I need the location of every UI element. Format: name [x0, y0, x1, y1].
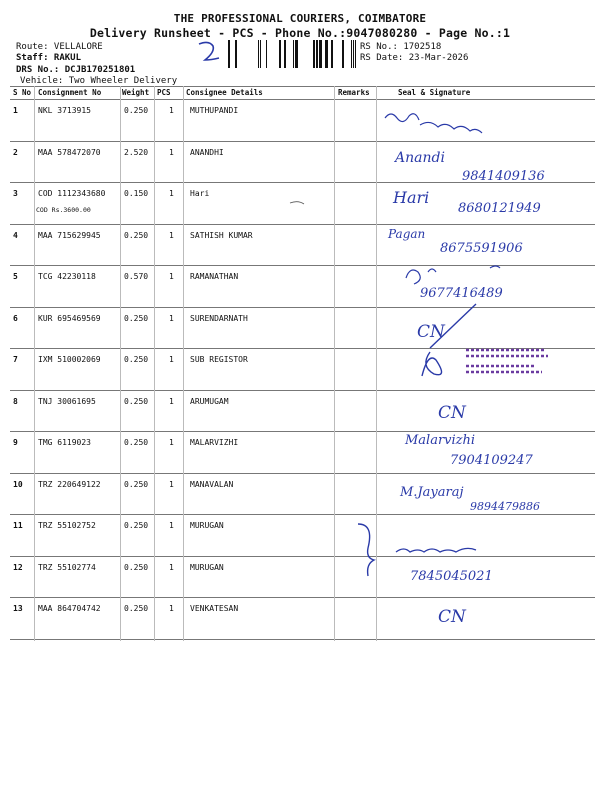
row-pcs: 1: [169, 272, 174, 281]
row-consignment: MAA 715629945: [38, 230, 101, 240]
signature-scribble-5: [406, 266, 500, 284]
row-weight: 0.250: [124, 562, 149, 572]
signature-phone-12: 7845045021: [410, 569, 493, 584]
barcode-bar: [279, 40, 281, 68]
row-consignee: VENKATESAN: [190, 604, 239, 613]
row-pcs: 1: [169, 230, 174, 240]
row-consignee: SATHISH KUMAR: [190, 230, 253, 240]
row-consignee: MALARVIZHI: [190, 438, 239, 447]
handwritten-mark: [195, 38, 225, 66]
column-divider: [376, 86, 377, 641]
row-weight: 0.250: [124, 604, 149, 613]
row-consignment: TNJ 30061695: [38, 396, 96, 406]
row-pcs: 1: [169, 562, 174, 572]
row-consignment: TRZ 55102774: [38, 562, 96, 572]
row-divider: [10, 141, 595, 142]
row-divider: [10, 431, 595, 432]
row-consignee: SURENDARNATH: [190, 313, 248, 323]
row-sno: 10: [13, 479, 23, 489]
row-consignee: MANAVALAN: [190, 479, 234, 489]
signature-mark-6: CN: [417, 322, 445, 342]
row-consignment: TCG 42230118: [38, 272, 96, 281]
stamp-mark-7: [466, 350, 548, 372]
signature-name-2: Anandi: [395, 150, 445, 166]
col-consignee: Consignee Details: [186, 88, 263, 97]
row-divider: [10, 514, 595, 515]
row-consignee: Hari: [190, 189, 210, 198]
row-sno: 13: [13, 604, 23, 613]
signature-scribble-1: [385, 114, 482, 133]
drs-label: DRS No.: DCJB170251801: [16, 65, 136, 75]
bracket-mark: [358, 524, 374, 576]
barcode-bar: [228, 40, 230, 68]
signature-mark-13: CN: [438, 607, 466, 627]
row-consignment: MAA 578472070: [38, 147, 101, 157]
vehicle-label: Vehicle: Two Wheeler Delivery: [20, 76, 178, 86]
row-divider: [10, 639, 595, 640]
signature-line-6: [430, 304, 476, 348]
barcode-bar: [319, 40, 322, 68]
barcode-bar: [331, 40, 333, 68]
row-pcs: 1: [169, 147, 174, 157]
row-sno: 1: [13, 106, 18, 115]
signature-phone-10: 9894479886: [470, 500, 540, 513]
row-consignment: TRZ 55102752: [38, 521, 96, 530]
row-consignee: MURUGAN: [190, 521, 224, 530]
row-consignee: MUTHUPANDI: [190, 106, 239, 115]
barcode-bar: [293, 40, 294, 68]
barcode-bar: [266, 40, 267, 68]
barcode-bar: [295, 40, 298, 68]
row-consignee: SUB REGISTOR: [190, 355, 248, 364]
row-consignment: TMG 6119023: [38, 438, 91, 447]
row-pcs: 1: [169, 521, 174, 530]
column-divider: [34, 86, 35, 641]
row-pcs: 1: [169, 189, 174, 198]
signature-phone-4: 8675591906: [440, 241, 523, 256]
row-consignee: ANANDHI: [190, 147, 224, 157]
row-pcs: 1: [169, 396, 174, 406]
row-weight: 0.250: [124, 106, 149, 115]
row-pcs: 1: [169, 438, 174, 447]
row-sno: 2: [13, 147, 18, 157]
row-consignment: KUR 695469569: [38, 313, 101, 323]
rs-date: RS Date: 23-Mar-2026: [360, 53, 469, 63]
rs-number: RS No.: 1702518: [360, 42, 442, 52]
row-sno: 11: [13, 521, 23, 530]
table-header-border: [10, 99, 595, 100]
barcode-bar: [325, 40, 328, 68]
signature-mark-8: CN: [438, 403, 466, 423]
signature-scribble-7: [422, 352, 442, 376]
row-sno: 9: [13, 438, 18, 447]
row-consignee: RAMANATHAN: [190, 272, 239, 281]
row-pcs: 1: [169, 479, 174, 489]
pen-stroke: [290, 202, 304, 204]
table-top-border: [10, 86, 595, 87]
row-pcs: 1: [169, 313, 174, 323]
row-pcs: 1: [169, 106, 174, 115]
row-divider: [10, 224, 595, 225]
row-consignment: COD 1112343680: [38, 189, 106, 198]
barcode-bar: [353, 40, 354, 68]
barcode-bar: [316, 40, 318, 68]
row-sno: 4: [13, 230, 18, 240]
barcode-bar: [313, 40, 315, 68]
row-weight: 2.520: [124, 147, 149, 157]
column-divider: [120, 86, 121, 641]
row-divider: [10, 265, 595, 266]
row-weight: 0.250: [124, 521, 149, 530]
signature-scribble-11: [396, 548, 476, 552]
row-divider: [10, 182, 595, 183]
row-sno: 6: [13, 313, 18, 323]
barcode: [228, 40, 358, 68]
row-pcs: 1: [169, 355, 174, 364]
row-divider: [10, 597, 595, 598]
column-divider: [334, 86, 335, 641]
barcode-bar: [342, 40, 344, 68]
signature-name-3: Hari: [393, 188, 430, 207]
signature-phone-9: 7904109247: [450, 453, 533, 468]
barcode-bar: [260, 40, 261, 68]
barcode-bar: [258, 40, 259, 68]
row-sno: 3: [13, 189, 18, 198]
row-consignment: IXM 510002069: [38, 355, 101, 364]
row-consignment: NKL 3713915: [38, 106, 91, 115]
row-consignment: TRZ 220649122: [38, 479, 101, 489]
row-pcs: 1: [169, 604, 174, 613]
row-sno: 12: [13, 562, 23, 572]
barcode-bar: [235, 40, 237, 68]
staff-label: Staff: RAKUL: [16, 53, 82, 63]
row-weight: 0.250: [124, 230, 149, 240]
runsheet-subtitle: Delivery Runsheet - PCS - Phone No.:9047080280 - Page No.:1: [89, 26, 511, 40]
col-sno: S No: [13, 88, 32, 97]
row-weight: 0.250: [124, 313, 149, 323]
barcode-bar: [351, 40, 352, 68]
row-consignee: ARUMUGAM: [190, 396, 229, 406]
row-sno: 7: [13, 355, 18, 364]
col-weight: Weight: [122, 88, 150, 97]
signature-phone-2: 9841409136: [462, 169, 545, 184]
row-weight: 0.250: [124, 479, 149, 489]
col-remarks: Remarks: [338, 88, 370, 97]
signature-name-9: Malarvizhi: [405, 433, 476, 448]
row-weight: 0.250: [124, 396, 149, 406]
barcode-bar: [355, 40, 356, 68]
row-consignment: MAA 864704742: [38, 604, 101, 613]
row-weight: 0.250: [124, 438, 149, 447]
column-divider: [183, 86, 184, 641]
row-divider: [10, 473, 595, 474]
barcode-bar: [284, 40, 286, 68]
col-signature: Seal & Signature: [398, 88, 471, 97]
col-consignment: Consignment No: [38, 88, 102, 97]
column-divider: [154, 86, 155, 641]
signature-name-4: Pagan: [388, 227, 426, 241]
row-sno: 8: [13, 396, 18, 406]
row-cod-amount: COD Rs.3600.00: [36, 206, 91, 214]
route-label: Route: VELLALORE: [16, 42, 103, 52]
row-consignee: MURUGAN: [190, 562, 224, 572]
company-title: THE PROFESSIONAL COURIERS, COIMBATORE: [173, 12, 427, 25]
col-pcs: PCS: [157, 88, 171, 97]
row-divider: [10, 348, 595, 349]
signature-phone-5: 9677416489: [420, 286, 503, 301]
row-sno: 5: [13, 272, 18, 281]
signature-name-10: M.Jayaraj: [400, 485, 464, 500]
signature-phone-3: 8680121949: [458, 201, 541, 216]
row-weight: 0.570: [124, 272, 149, 281]
row-weight: 0.250: [124, 355, 149, 364]
row-divider: [10, 556, 595, 557]
row-divider: [10, 307, 595, 308]
row-divider: [10, 390, 595, 391]
row-weight: 0.150: [124, 189, 149, 198]
